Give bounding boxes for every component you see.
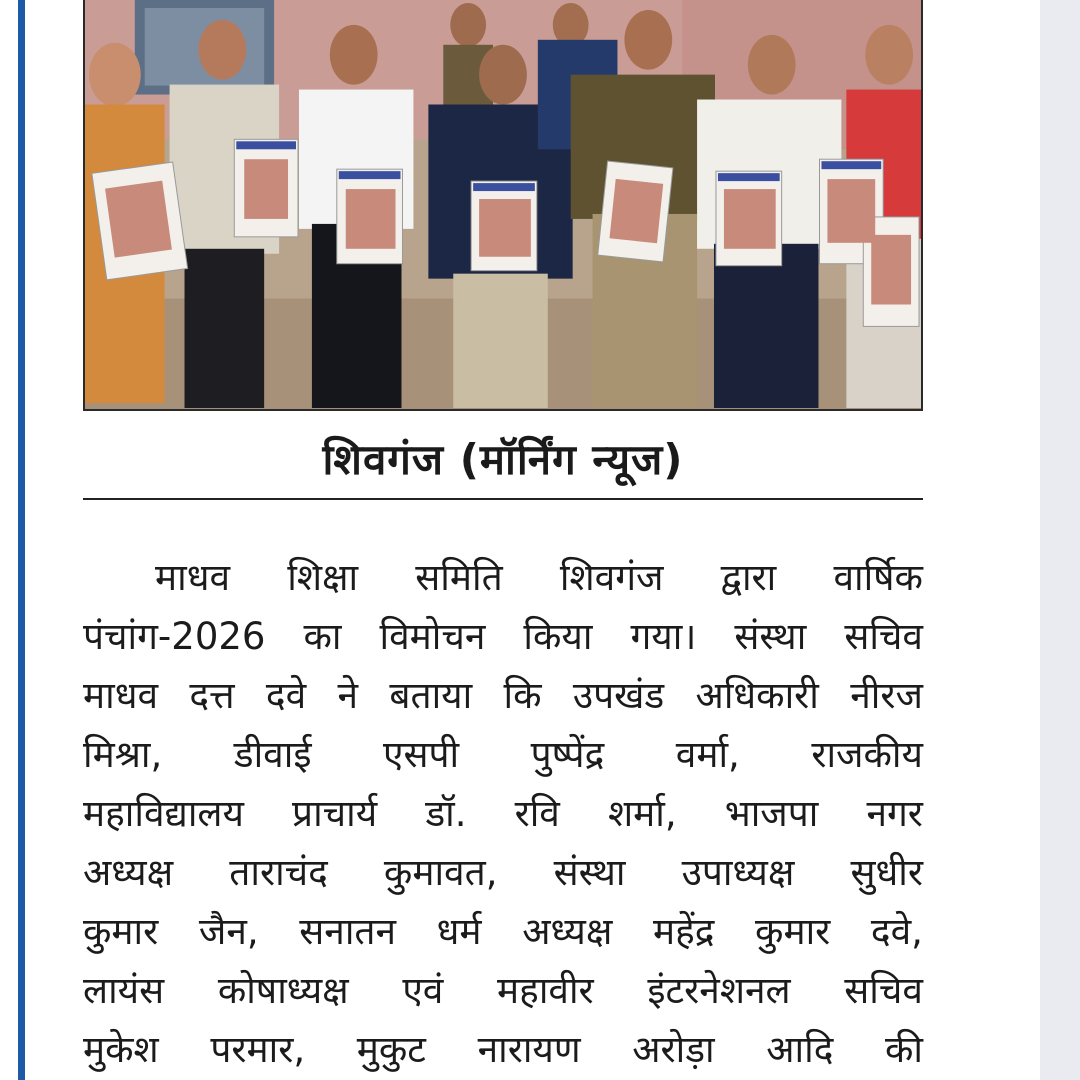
article-body (83, 548, 923, 1079)
article-word: गया। (630, 615, 697, 658)
article-word: बताया (389, 674, 473, 717)
article-word: उपाध्यक्ष (681, 851, 795, 894)
article-word: मिश्रा, (83, 733, 163, 776)
article-line (83, 1020, 923, 1079)
article-word: दत्त (189, 674, 235, 717)
article-word: संस्था (734, 615, 807, 658)
article-word: महाविद्यालय (83, 792, 244, 835)
article-word: धर्म (436, 910, 482, 953)
article-word: अध्यक्ष (83, 851, 174, 894)
article-word: मुकेश (83, 1028, 159, 1071)
article-word: सचिव (844, 969, 923, 1012)
article-word: दवे, (870, 910, 923, 953)
article-line (83, 548, 923, 607)
article-word: आदि (766, 1028, 834, 1071)
article-word: मुकुट (356, 1028, 426, 1071)
article-word: महावीर (497, 969, 594, 1012)
article-word: ताराचंद (229, 851, 328, 894)
dateline-divider (83, 498, 923, 500)
article-word: इंटरनेशनल (647, 969, 791, 1012)
article-word: सनातन (299, 910, 397, 953)
article-word: समिति (415, 556, 503, 599)
group-photo-icon (85, 0, 921, 409)
article-word: नीरज (850, 674, 923, 717)
article-word: वार्षिक (833, 556, 923, 599)
article-line (83, 784, 923, 843)
article-word: शिक्षा (287, 556, 359, 599)
column-blue-rule (18, 0, 25, 1080)
article-word: किया (523, 615, 593, 658)
article-line (83, 902, 923, 961)
article-word: अरोड़ा (632, 1028, 715, 1071)
article-word: की (884, 1028, 923, 1071)
article-word: पंचांग-2026 (83, 615, 266, 658)
article-word: उपखंड (572, 674, 665, 717)
article-word: कुमार (83, 910, 159, 953)
article-word: रवि (514, 792, 560, 835)
article-word: सचिव (844, 615, 923, 658)
article-word: वर्मा, (675, 733, 740, 776)
article-word: पुष्पेंद्र (530, 733, 605, 776)
article-word: डॉ. (425, 792, 467, 835)
viewer-gutter (1040, 0, 1080, 1080)
article-word: एसपी (383, 733, 460, 776)
article-line (83, 666, 923, 725)
article-word: ने (337, 674, 359, 717)
article-word: नारायण (477, 1028, 581, 1071)
article-word: लायंस (83, 969, 165, 1012)
article-word: राजकीय (811, 733, 923, 776)
article-word: कोषाध्यक्ष (217, 969, 349, 1012)
article-word: कुमार (755, 910, 831, 953)
article-line (83, 843, 923, 902)
article-word: शिवगंज (559, 556, 664, 599)
article-word: कि (503, 674, 542, 717)
article-word: जैन, (198, 910, 259, 953)
article-word: परमार, (210, 1028, 306, 1071)
article-word: माधव (155, 556, 231, 599)
article-line (83, 961, 923, 1020)
article-word: कुमावत, (383, 851, 498, 894)
article-word: शर्मा, (607, 792, 677, 835)
article-line (83, 607, 923, 666)
article-word: माधव (83, 674, 159, 717)
article-word: अधिकारी (695, 674, 819, 717)
article-word: संस्था (553, 851, 626, 894)
article-word: डीवाई (233, 733, 312, 776)
article-word: दवे (265, 674, 307, 717)
dateline: शिवगंज (मॉर्निंग न्यूज) (322, 435, 684, 484)
article-word: अध्यक्ष (522, 910, 613, 953)
article-word: का (303, 615, 342, 658)
article-word: महेंद्र (652, 910, 715, 953)
article-word: एवं (402, 969, 444, 1012)
article-word: सुधीर (850, 851, 923, 894)
article-word: विमोचन (379, 615, 486, 658)
article-word: भाजपा (724, 792, 819, 835)
news-photo (83, 0, 923, 411)
article-word: प्राचार्य (292, 792, 378, 835)
article-line (83, 725, 923, 784)
article-word: द्वारा (720, 556, 777, 599)
article-word: नगर (866, 792, 923, 835)
